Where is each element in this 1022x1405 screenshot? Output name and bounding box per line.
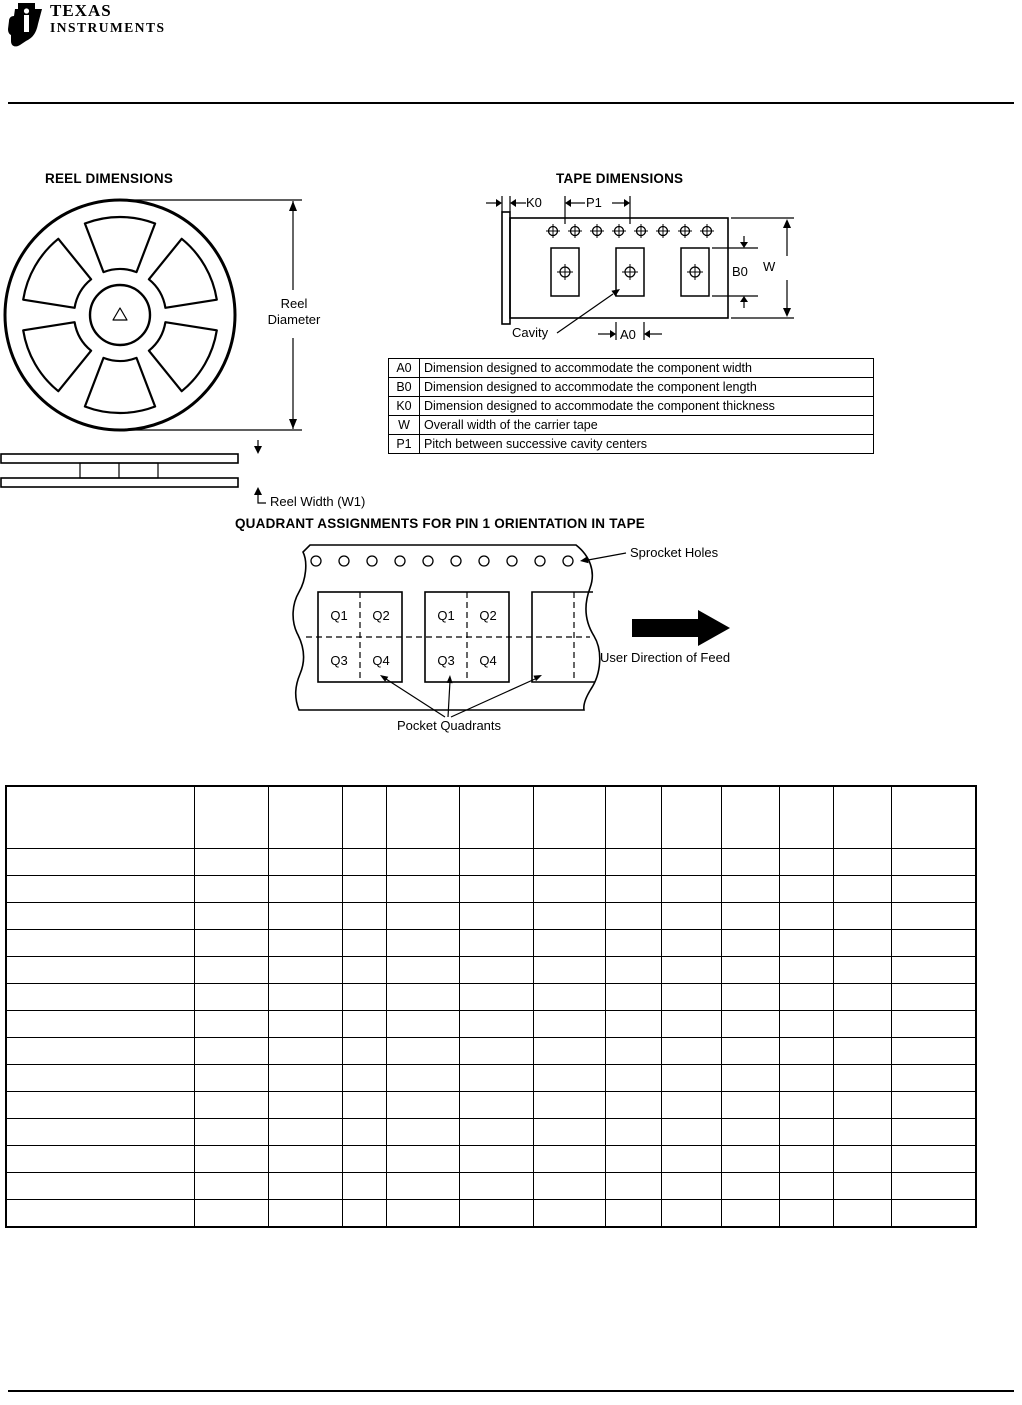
- ti-wordmark-line2: INSTRUMENTS: [50, 20, 166, 35]
- packing-cell: [891, 1011, 976, 1038]
- packing-cell: [533, 1119, 605, 1146]
- a0-label: A0: [620, 327, 636, 342]
- ti-bug-icon: [8, 2, 44, 48]
- packing-cell: [779, 1146, 833, 1173]
- packing-cell: [833, 1119, 891, 1146]
- pocket2-q3-label: Q3: [437, 653, 455, 668]
- packing-cell: [342, 1092, 386, 1119]
- packing-cell: [779, 876, 833, 903]
- packing-cell: [833, 1173, 891, 1200]
- packing-cell: [268, 1173, 342, 1200]
- k0-label: K0: [526, 195, 542, 210]
- pocket2-q4-label: Q4: [479, 653, 497, 668]
- packing-cell: [779, 1173, 833, 1200]
- packing-cell: [533, 930, 605, 957]
- cavity-label: Cavity: [512, 325, 549, 340]
- packing-cell: [194, 1011, 268, 1038]
- packing-row: [6, 1119, 976, 1146]
- packing-cell: [459, 1092, 533, 1119]
- packing-cell: [459, 849, 533, 876]
- pocket-quadrants-label: Pocket Quadrants: [396, 718, 502, 733]
- packing-cell: [605, 957, 661, 984]
- packing-cell: [661, 1038, 721, 1065]
- packing-cell: [194, 876, 268, 903]
- packing-cell: [779, 1011, 833, 1038]
- packing-cell: [721, 1200, 779, 1228]
- packing-cell: [779, 957, 833, 984]
- packing-cell: [721, 1038, 779, 1065]
- packing-cell: [342, 903, 386, 930]
- packing-header-cell: [459, 786, 533, 849]
- packing-cell: [833, 984, 891, 1011]
- packing-cell: [6, 984, 194, 1011]
- packing-cell: [891, 984, 976, 1011]
- packing-cell: [194, 903, 268, 930]
- packing-header-cell: [721, 786, 779, 849]
- ti-wordmark: [50, 2, 166, 35]
- packing-row: [6, 903, 976, 930]
- packing-cell: [342, 1119, 386, 1146]
- packing-cell: [779, 1038, 833, 1065]
- dimension-definitions-table: [388, 358, 874, 454]
- packing-cell: [342, 1065, 386, 1092]
- packing-row: [6, 1065, 976, 1092]
- packing-cell: [779, 849, 833, 876]
- packing-row: [6, 876, 976, 903]
- packing-cell: [459, 957, 533, 984]
- packing-row: [6, 1200, 976, 1228]
- packing-cell: [891, 1065, 976, 1092]
- packing-cell: [386, 1038, 459, 1065]
- spec-code: B0: [389, 378, 420, 397]
- reel-width-label: Reel Width (W1): [270, 494, 366, 509]
- tape-reel-packing-table: [5, 785, 977, 1228]
- packing-cell: [533, 1173, 605, 1200]
- packing-cell: [533, 1200, 605, 1228]
- packing-cell: [386, 957, 459, 984]
- pocket1-q4-label: Q4: [372, 653, 390, 668]
- packing-cell: [459, 1173, 533, 1200]
- ti-logo: [8, 2, 166, 48]
- packing-cell: [833, 876, 891, 903]
- packing-header-cell: [779, 786, 833, 849]
- packing-cell: [779, 1200, 833, 1228]
- packing-header-cell: [194, 786, 268, 849]
- packing-cell: [268, 876, 342, 903]
- packing-cell: [194, 1119, 268, 1146]
- packing-cell: [386, 1119, 459, 1146]
- packing-cell: [386, 984, 459, 1011]
- packing-cell: [833, 1011, 891, 1038]
- spec-row: [389, 435, 874, 454]
- packing-row: [6, 1011, 976, 1038]
- packing-cell: [891, 1200, 976, 1228]
- packing-cell: [721, 1173, 779, 1200]
- spec-description: Dimension designed to accommodate the component thickness: [420, 397, 874, 416]
- packing-cell: [605, 1038, 661, 1065]
- packing-cell: [386, 1146, 459, 1173]
- packing-cell: [605, 1065, 661, 1092]
- pocket1-q3-label: Q3: [330, 653, 348, 668]
- packing-cell: [533, 1065, 605, 1092]
- packing-cell: [721, 903, 779, 930]
- packing-header-cell: [386, 786, 459, 849]
- packing-header-cell: [833, 786, 891, 849]
- reel-diameter-label: Reel Diameter: [267, 296, 321, 327]
- sprocket-holes-label: Sprocket Holes: [630, 545, 719, 560]
- packing-cell: [533, 984, 605, 1011]
- packing-cell: [268, 1119, 342, 1146]
- packing-cell: [533, 1038, 605, 1065]
- packing-row: [6, 1038, 976, 1065]
- packing-cell: [533, 849, 605, 876]
- packing-cell: [6, 1038, 194, 1065]
- packing-cell: [459, 1119, 533, 1146]
- packing-cell: [891, 930, 976, 957]
- packing-cell: [891, 1038, 976, 1065]
- packing-cell: [386, 849, 459, 876]
- reel-center-key-mark: [113, 308, 127, 320]
- spec-description: Pitch between successive cavity centers: [420, 435, 874, 454]
- packing-cell: [891, 849, 976, 876]
- packing-cell: [459, 930, 533, 957]
- spec-description: Dimension designed to accommodate the component width: [420, 359, 874, 378]
- spec-row: [389, 378, 874, 397]
- packing-cell: [386, 876, 459, 903]
- packing-cell: [833, 1200, 891, 1228]
- packing-header-cell: [605, 786, 661, 849]
- packing-cell: [661, 1200, 721, 1228]
- packing-cell: [268, 957, 342, 984]
- packing-cell: [342, 1011, 386, 1038]
- packing-cell: [891, 1092, 976, 1119]
- packing-cell: [6, 876, 194, 903]
- packing-cell: [891, 876, 976, 903]
- packing-cell: [891, 1173, 976, 1200]
- packing-cell: [533, 957, 605, 984]
- packing-cell: [891, 957, 976, 984]
- packing-header-cell: [342, 786, 386, 849]
- pocket2-q1-label: Q1: [437, 608, 455, 623]
- packing-cell: [342, 876, 386, 903]
- user-direction-label: User Direction of Feed: [600, 650, 731, 665]
- packing-row: [6, 957, 976, 984]
- packing-cell: [459, 1146, 533, 1173]
- packing-cell: [342, 984, 386, 1011]
- tape-cavities: [551, 248, 709, 296]
- packing-cell: [459, 1038, 533, 1065]
- packing-cell: [661, 957, 721, 984]
- pocket1-q1-label: Q1: [330, 608, 348, 623]
- packing-cell: [891, 1146, 976, 1173]
- packing-cell: [268, 903, 342, 930]
- packing-cell: [6, 903, 194, 930]
- packing-cell: [194, 849, 268, 876]
- packing-cell: [779, 930, 833, 957]
- packing-row: [6, 1146, 976, 1173]
- quadrant-title: QUADRANT ASSIGNMENTS FOR PIN 1 ORIENTATION IN TAPE: [234, 516, 645, 531]
- packing-row: [6, 1092, 976, 1119]
- packing-cell: [194, 984, 268, 1011]
- packing-header-cell: [661, 786, 721, 849]
- packing-cell: [605, 1092, 661, 1119]
- p1-label: P1: [586, 195, 602, 210]
- packing-cell: [721, 1146, 779, 1173]
- packing-cell: [779, 903, 833, 930]
- spec-code: P1: [389, 435, 420, 454]
- packing-cell: [721, 876, 779, 903]
- packing-cell: [779, 1065, 833, 1092]
- packing-cell: [6, 957, 194, 984]
- packing-cell: [194, 930, 268, 957]
- packing-header-cell: [533, 786, 605, 849]
- packing-cell: [533, 876, 605, 903]
- packing-cell: [194, 1200, 268, 1228]
- packing-cell: [605, 903, 661, 930]
- packing-cell: [891, 1119, 976, 1146]
- packing-row: [6, 849, 976, 876]
- reel-dimensions-title: REEL DIMENSIONS: [45, 171, 174, 186]
- packing-row: [6, 984, 976, 1011]
- packing-cell: [459, 903, 533, 930]
- packing-cell: [605, 1011, 661, 1038]
- packing-cell: [268, 1038, 342, 1065]
- reel-spoke-slots: [23, 217, 217, 413]
- packing-cell: [194, 1146, 268, 1173]
- bottom-rule: [8, 1390, 1014, 1392]
- feed-direction-arrow: [632, 610, 730, 646]
- packing-cell: [386, 930, 459, 957]
- spec-description: Overall width of the carrier tape: [420, 416, 874, 435]
- packing-cell: [194, 957, 268, 984]
- packing-cell: [342, 957, 386, 984]
- packing-cell: [342, 1038, 386, 1065]
- packing-cell: [459, 984, 533, 1011]
- packing-cell: [605, 930, 661, 957]
- packing-cell: [459, 1065, 533, 1092]
- packing-cell: [6, 1011, 194, 1038]
- packing-cell: [721, 1119, 779, 1146]
- packing-header-cell: [891, 786, 976, 849]
- packing-cell: [721, 1092, 779, 1119]
- packing-header-cell: [6, 786, 194, 849]
- packing-cell: [661, 1146, 721, 1173]
- packing-cell: [661, 1065, 721, 1092]
- packing-cell: [661, 930, 721, 957]
- packing-cell: [342, 1173, 386, 1200]
- packing-cell: [342, 849, 386, 876]
- packing-cell: [386, 903, 459, 930]
- packing-cell: [533, 1092, 605, 1119]
- pocket2-q2-label: Q2: [479, 608, 497, 623]
- packing-cell: [268, 984, 342, 1011]
- packing-cell: [386, 1065, 459, 1092]
- packing-cell: [661, 1119, 721, 1146]
- packing-cell: [779, 1119, 833, 1146]
- packing-cell: [605, 1146, 661, 1173]
- packing-cell: [6, 1200, 194, 1228]
- packing-cell: [386, 1011, 459, 1038]
- packing-cell: [342, 1146, 386, 1173]
- packing-cell: [779, 984, 833, 1011]
- tape-sprocket-holes: [546, 224, 714, 238]
- packing-cell: [661, 984, 721, 1011]
- packing-cell: [833, 930, 891, 957]
- packing-cell: [833, 1092, 891, 1119]
- packing-cell: [268, 930, 342, 957]
- packing-cell: [194, 1065, 268, 1092]
- packing-cell: [833, 957, 891, 984]
- packing-cell: [833, 903, 891, 930]
- packing-cell: [721, 984, 779, 1011]
- packing-cell: [779, 1092, 833, 1119]
- spec-row: [389, 416, 874, 435]
- packing-cell: [194, 1038, 268, 1065]
- packing-cell: [6, 1065, 194, 1092]
- ti-wordmark-line1: TEXAS: [50, 1, 112, 20]
- packing-cell: [661, 876, 721, 903]
- packing-cell: [459, 1011, 533, 1038]
- packing-cell: [194, 1173, 268, 1200]
- spec-description: Dimension designed to accommodate the component length: [420, 378, 874, 397]
- packing-cell: [386, 1173, 459, 1200]
- packing-cell: [6, 1146, 194, 1173]
- packing-cell: [721, 849, 779, 876]
- packing-cell: [533, 1011, 605, 1038]
- packing-cell: [661, 1011, 721, 1038]
- packing-cell: [605, 1119, 661, 1146]
- packing-cell: [268, 1011, 342, 1038]
- packing-cell: [6, 1092, 194, 1119]
- packing-cell: [268, 1065, 342, 1092]
- packing-cell: [661, 1092, 721, 1119]
- packing-cell: [6, 1173, 194, 1200]
- packing-cell: [833, 1038, 891, 1065]
- packing-cell: [661, 1173, 721, 1200]
- tape-edge-section: [502, 212, 510, 324]
- packing-row: [6, 1173, 976, 1200]
- packing-cell: [268, 849, 342, 876]
- packing-cell: [342, 1200, 386, 1228]
- packing-cell: [833, 1146, 891, 1173]
- packing-cell: [194, 1092, 268, 1119]
- packing-cell: [533, 903, 605, 930]
- packing-cell: [605, 1173, 661, 1200]
- packing-cell: [891, 903, 976, 930]
- packing-header-row: [6, 786, 976, 849]
- packing-cell: [721, 957, 779, 984]
- packing-cell: [268, 1200, 342, 1228]
- quadrant-sprocket-holes: [311, 556, 573, 566]
- packing-cell: [605, 984, 661, 1011]
- packing-cell: [342, 930, 386, 957]
- quadrant-tape-outline: [293, 545, 600, 710]
- packing-cell: [268, 1146, 342, 1173]
- packing-cell: [386, 1200, 459, 1228]
- pocket1-q2-label: Q2: [372, 608, 390, 623]
- w-label: W: [763, 259, 776, 274]
- packing-cell: [6, 930, 194, 957]
- spec-code: A0: [389, 359, 420, 378]
- tape-dimensions-title: TAPE DIMENSIONS: [556, 171, 684, 186]
- spec-row: [389, 359, 874, 378]
- packing-cell: [661, 903, 721, 930]
- packing-cell: [6, 849, 194, 876]
- packing-cell: [605, 849, 661, 876]
- packing-row: [6, 930, 976, 957]
- top-rule: [8, 102, 1014, 104]
- packing-cell: [533, 1146, 605, 1173]
- packing-cell: [833, 849, 891, 876]
- quadrant-figure: [278, 538, 768, 738]
- packing-cell: [605, 876, 661, 903]
- spec-row: [389, 397, 874, 416]
- packing-cell: [661, 849, 721, 876]
- packing-cell: [268, 1092, 342, 1119]
- spec-code: K0: [389, 397, 420, 416]
- packing-cell: [459, 1200, 533, 1228]
- packing-cell: [721, 930, 779, 957]
- packing-cell: [386, 1092, 459, 1119]
- spec-code: W: [389, 416, 420, 435]
- packing-cell: [721, 1011, 779, 1038]
- packing-cell: [605, 1200, 661, 1228]
- packing-header-cell: [268, 786, 342, 849]
- packing-cell: [721, 1065, 779, 1092]
- packing-cell: [833, 1065, 891, 1092]
- b0-label: B0: [732, 264, 748, 279]
- packing-cell: [6, 1119, 194, 1146]
- packing-cell: [459, 876, 533, 903]
